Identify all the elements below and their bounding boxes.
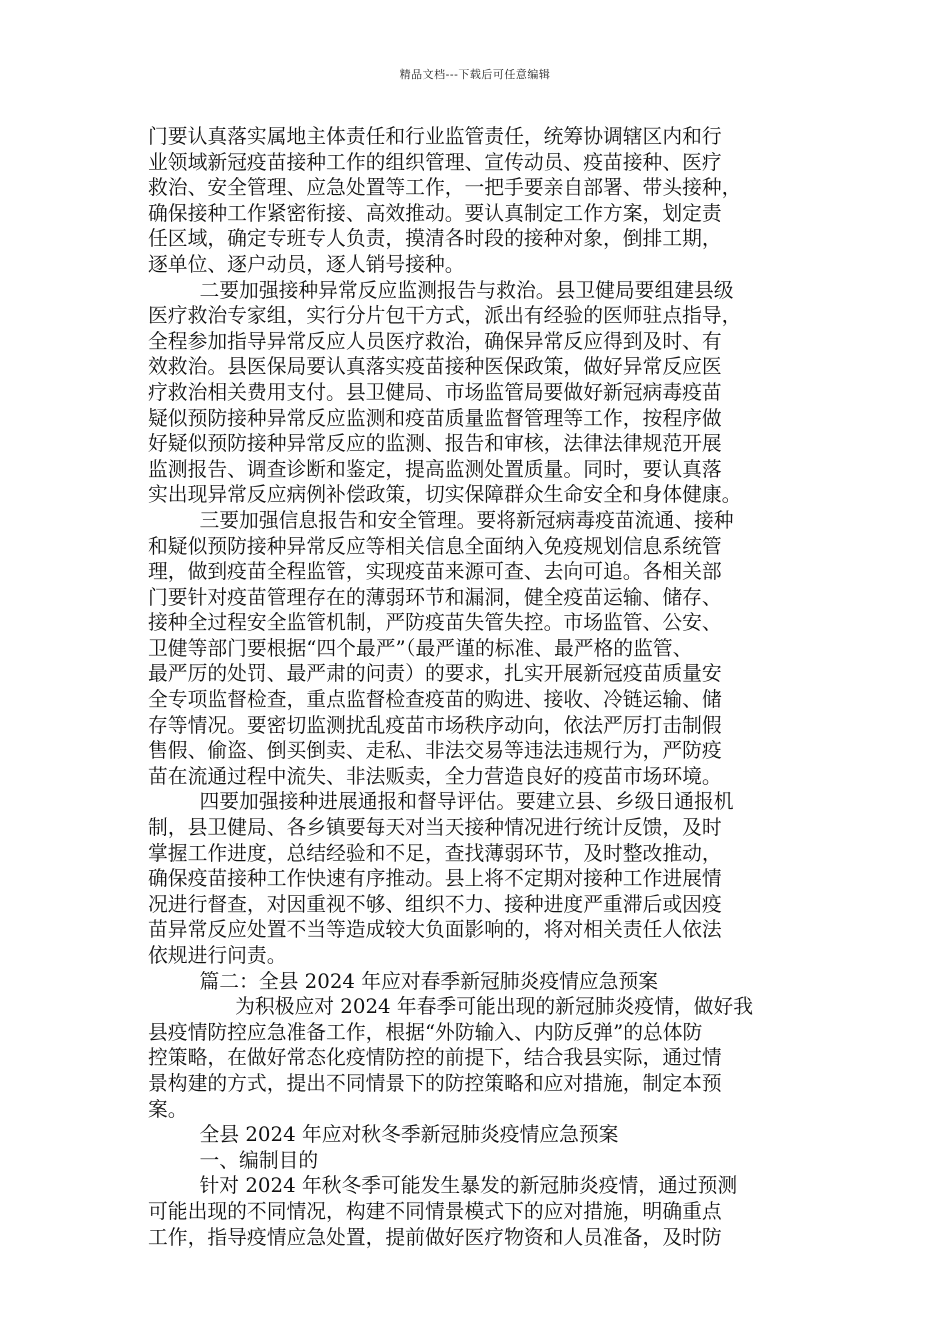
text-line: 掌握工作进度，总结经验和不足，查找薄弱环节，及时整改推动， xyxy=(148,841,722,865)
section-heading: 一、编制目的 xyxy=(199,1148,319,1172)
paragraph-start: 针对 2024 年秋冬季可能发生暴发的新冠肺炎疫情，通过预测 xyxy=(199,1174,738,1198)
text-line: 门要认真落实属地主体责任和行业监管责任，统筹协调辖区内和行 xyxy=(148,125,722,148)
paragraph-start: 三要加强信息报告和安全管理。要将新冠病毒疫苗流通、接种 xyxy=(199,508,734,532)
paragraph-start: 二要加强接种异常反应监测报告与救治。县卫健局要组建县级 xyxy=(199,278,734,302)
text-line: 业领域新冠疫苗接种工作的组织管理、宣传动员、疫苗接种、医疗 xyxy=(148,150,722,174)
text-line: 存等情况。要密切监测扰乱疫苗市场秩序动向，依法严厉打击制假 xyxy=(148,713,722,737)
text-line: 依规进行问责。 xyxy=(148,944,287,967)
text-line: 效救治。县医保局要认真落实疫苗接种医保政策，做好异常反应医 xyxy=(148,355,722,379)
text-line: 疗救治相关费用支付。县卫健局、市场监管局要做好新冠病毒疫苗 xyxy=(148,380,722,404)
page-header: 精品文档---下载后可任意编辑 xyxy=(399,68,551,81)
plan-title: 全县 2024 年应对秋冬季新冠肺炎疫情应急预案 xyxy=(199,1123,619,1147)
paragraph-start: 四要加强接种进展通报和督导评估。要建立县、乡级日通报机 xyxy=(199,790,734,814)
paragraph-start: 为积极应对 2024 年春季可能出现的新冠肺炎疫情，做好我 xyxy=(235,995,753,1019)
text-line: 门要针对疫苗管理存在的薄弱环节和漏洞，健全疫苗运输、储存、 xyxy=(148,585,722,609)
text-line: 控策略，在做好常态化疫情防控的前提下，结合我县实际，通过情 xyxy=(148,1046,722,1070)
text-line: 理，做到疫苗全程监管，实现疫苗来源可查、去向可追。各相关部 xyxy=(148,560,722,584)
text-line: 全专项监督检查，重点监督检查疫苗的购进、接收、冷链运输、储 xyxy=(148,688,722,712)
text-line: 接种全过程安全监管机制，严防疫苗失管失控。市场监管、公安、 xyxy=(148,611,722,635)
text-line: 制，县卫健局、各乡镇要每天对当天接种情况进行统计反馈，及时 xyxy=(148,816,722,840)
text-line: 逐单位、逐户动员，逐人销号接种。 xyxy=(148,252,465,276)
text-line: 工作，指导疫情应急处置，提前做好医疗物资和人员准备，及时防 xyxy=(148,1225,722,1249)
text-line: 景构建的方式，提出不同情景下的防控策略和应对措施，制定本预 xyxy=(148,1071,722,1095)
text-line: 最严厉的处罚、最严肃的问责）的要求，扎实开展新冠疫苗质量安 xyxy=(148,662,722,686)
text-line: 况进行督查，对因重视不够、组织不力、接种进度严重滞后或因疫 xyxy=(148,892,722,916)
text-line: 实出现异常反应病例补偿政策，切实保障群众生命安全和身体健康。 xyxy=(148,483,742,507)
text-line: 县疫情防控应急准备工作，根据“外防输入、内防反弹”的总体防 xyxy=(148,1020,703,1044)
text-line: 医疗救治专家组，实行分片包干方式，派出有经验的医师驻点指导， xyxy=(148,304,742,328)
text-line: 全程参加指导异常反应人员医疗救治，确保异常反应得到及时、有 xyxy=(148,329,722,353)
text-line: 售假、偷盗、倒买倒卖、走私、非法交易等违法违规行为，严防疫 xyxy=(148,739,722,763)
text-line: 疑似预防接种异常反应监测和疫苗质量监督管理等工作，按程序做 xyxy=(148,406,722,430)
text-line: 苗异常反应处置不当等造成较大负面影响的，将对相关责任人依法 xyxy=(148,918,722,942)
text-line: 可能出现的不同情况，构建不同情景模式下的应对措施，明确重点 xyxy=(148,1199,722,1223)
document-body xyxy=(148,124,808,1250)
text-line: 任区域，确定专班专人负责，摸清各时段的接种对象，倒排工期， xyxy=(148,227,722,251)
text-line: 确保疫苗接种工作快速有序推动。县上将不定期对接种工作进展情 xyxy=(148,867,722,891)
text-line: 救治、安全管理、应急处置等工作，一把手要亲自部署、带头接种， xyxy=(148,176,742,200)
section-title: 篇二：全县 2024 年应对春季新冠肺炎疫情应急预案 xyxy=(199,969,659,993)
text-line: 好疑似预防接种异常反应的监测、报告和审核，法律法律规范开展 xyxy=(148,432,722,456)
text-line: 卫健等部门要根据“四个最严”（最严谨的标准、最严格的监管、 xyxy=(148,636,693,660)
text-line: 苗在流通过程中流失、非法贩卖，全力营造良好的疫苗市场环境。 xyxy=(148,764,722,788)
text-line: 确保接种工作紧密衔接、高效推动。要认真制定工作方案，划定责 xyxy=(148,201,722,225)
text-line: 监测报告、调查诊断和鉴定，提高监测处置质量。同时，要认真落 xyxy=(148,457,722,481)
text-line: 案。 xyxy=(148,1097,188,1121)
text-line: 和疑似预防接种异常反应等相关信息全面纳入免疫规划信息系统管 xyxy=(148,534,722,558)
